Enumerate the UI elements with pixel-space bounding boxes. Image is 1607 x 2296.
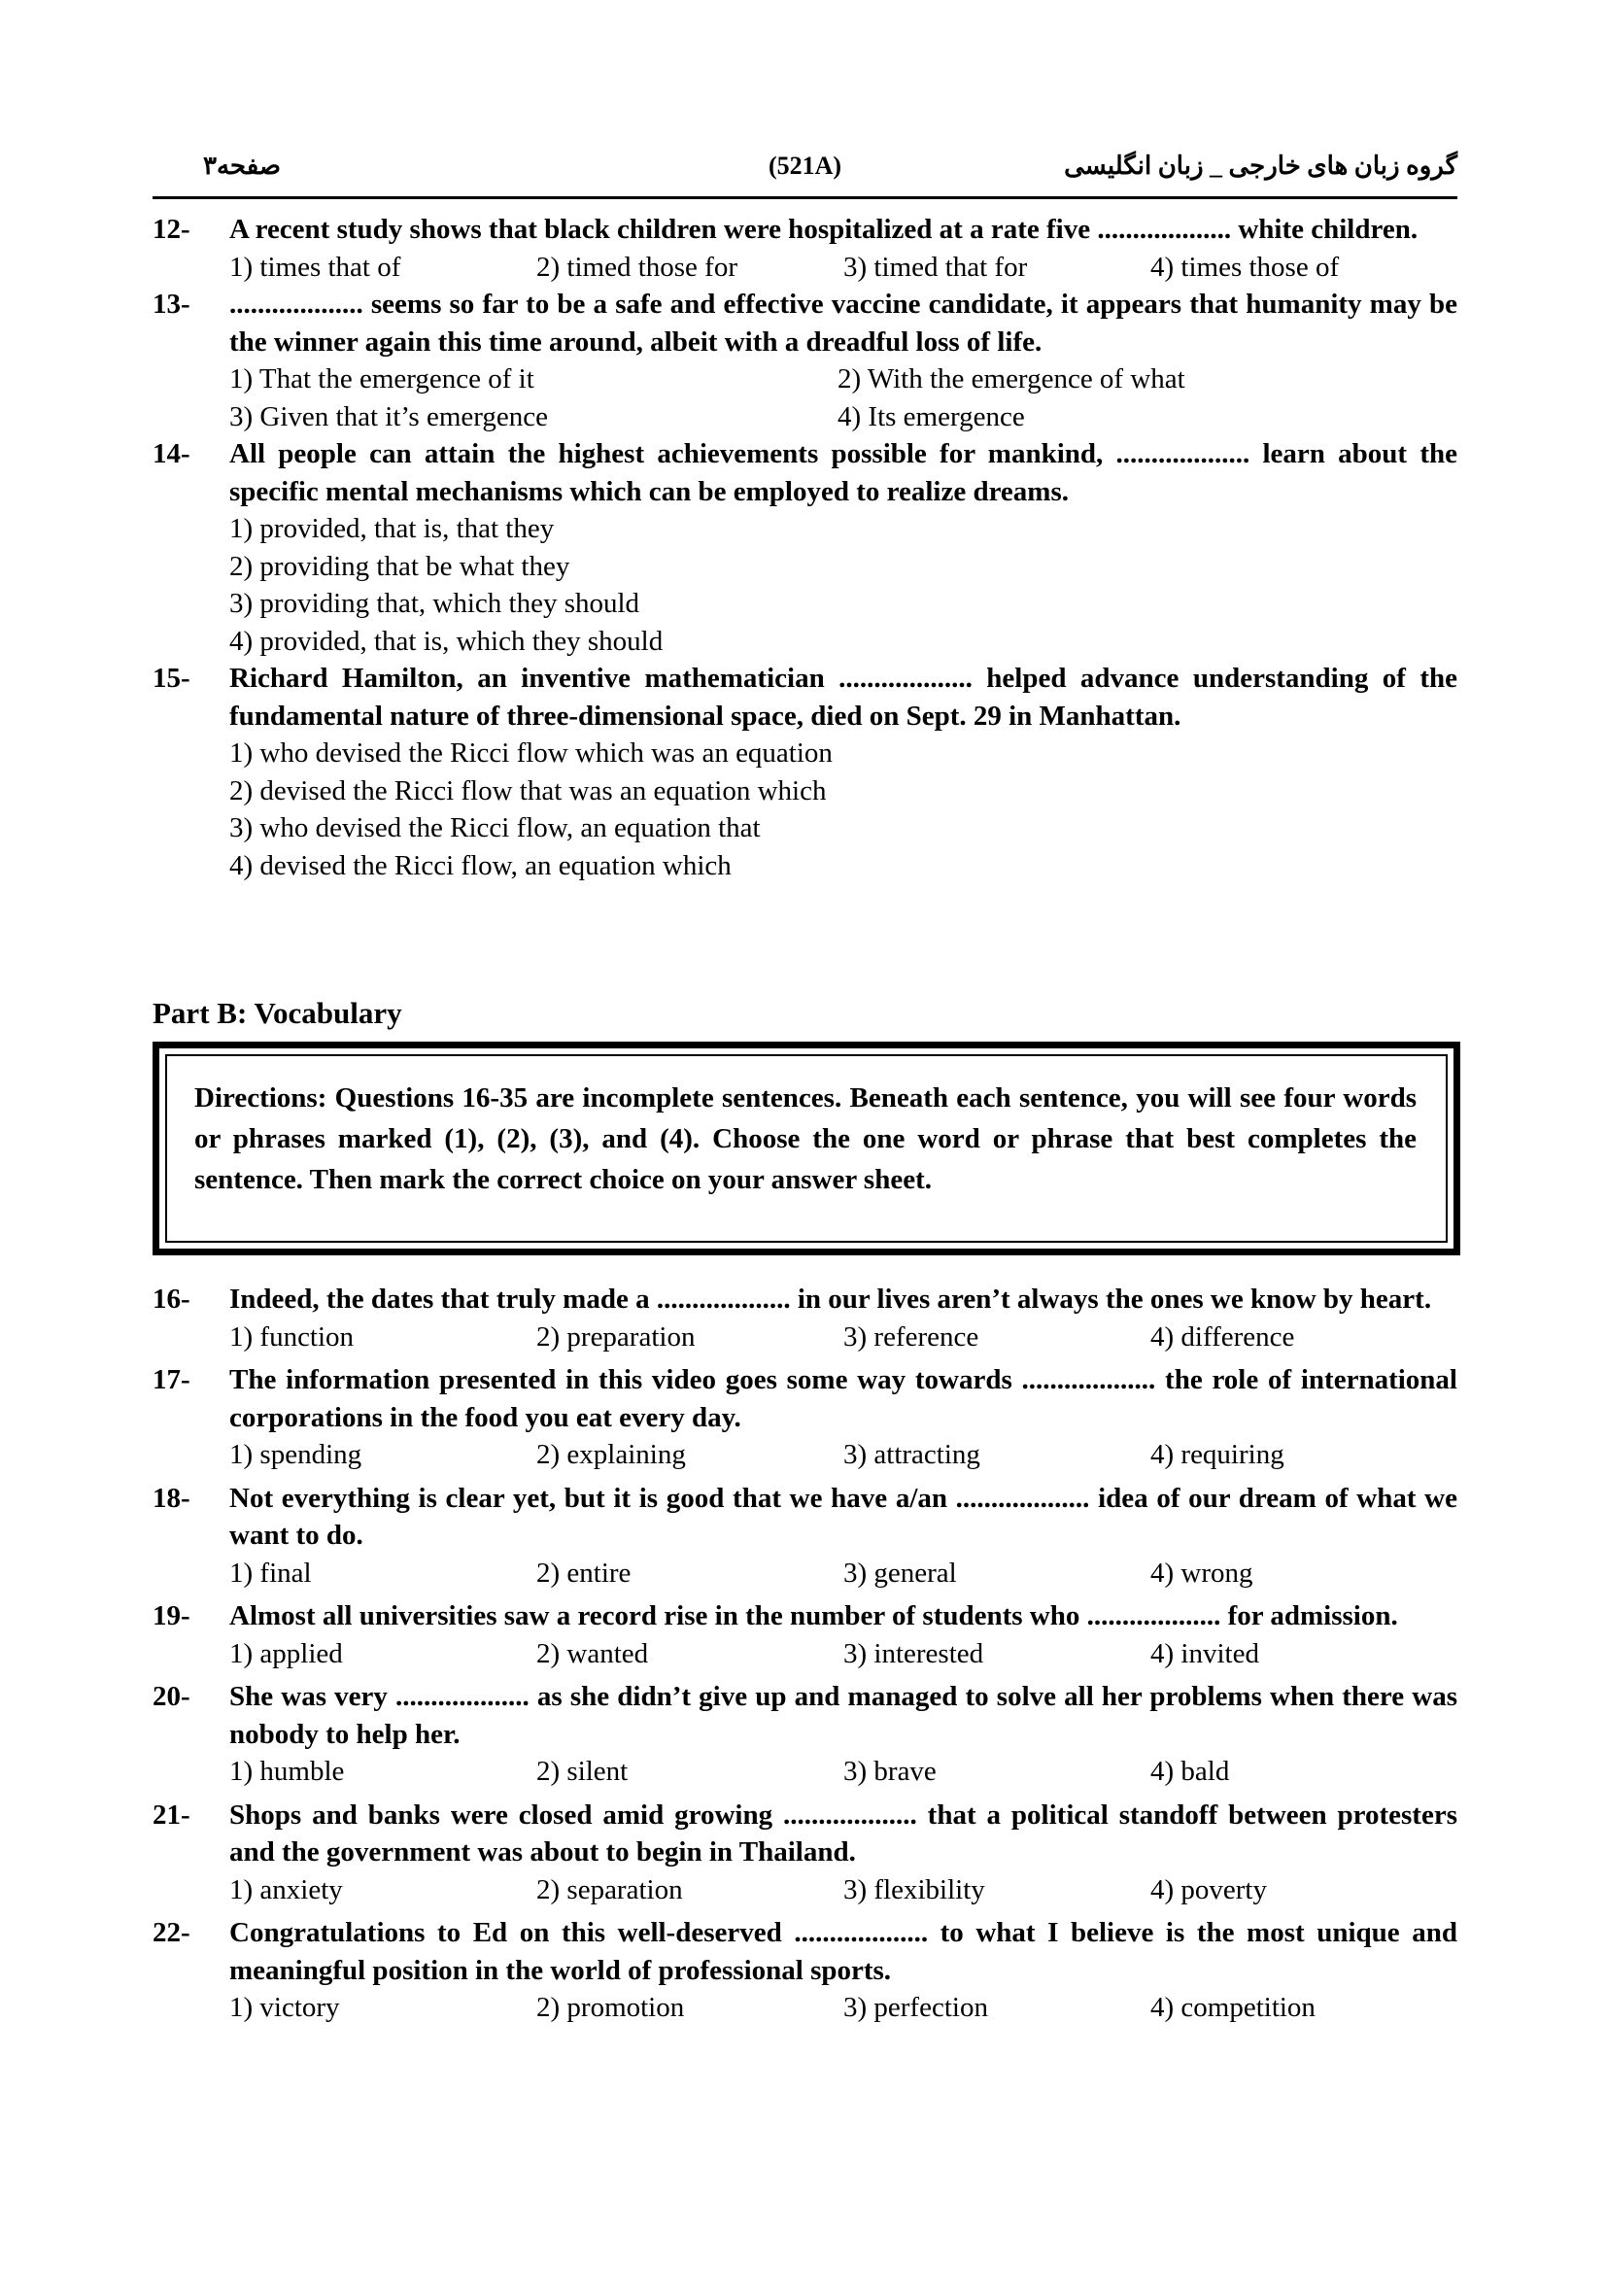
option-2[interactable]: 2) preparation <box>536 1320 696 1353</box>
question-12 <box>0 211 1607 286</box>
option-1[interactable]: 1) That the emergence of it <box>229 363 534 394</box>
question-stem: Congratulations to Ed on this well-deserved ................... to what I believe is the most unique and meaningful position in the world of professional sports. <box>229 1917 1457 1986</box>
option-2[interactable]: 2) timed those for <box>536 251 737 283</box>
option-2[interactable]: 2) explaining <box>536 1439 686 1470</box>
option-2[interactable]: 2) devised the Ricci flow that was an equation which <box>229 774 827 806</box>
question-18 <box>0 1480 1607 1593</box>
option-3[interactable]: 3) general <box>843 1557 957 1589</box>
option-4[interactable]: 4) difference <box>1150 1320 1295 1353</box>
header-divider <box>153 196 1457 199</box>
question-number: 15- <box>153 663 190 694</box>
question-number: 18- <box>153 1482 190 1514</box>
answer-options <box>229 249 1457 287</box>
option-4[interactable]: 4) poverty <box>1150 1873 1267 1905</box>
question-13 <box>0 286 1607 435</box>
directions-text: Directions: Questions 16-35 are incomplete sentences. Beneath each sentence, you will see four words or phrases marked (1), (2), (3), and (4). Choose the one word or phrase that best completes the sentence. Then mark the correct choice on your answer sheet. <box>165 1054 1448 1243</box>
section-heading: Part B: Vocabulary <box>153 996 402 1030</box>
option-3[interactable]: 3) brave <box>843 1756 937 1787</box>
page-number: صفحه۳ <box>203 152 281 180</box>
option-4[interactable]: 4) provided, that is, which they should <box>229 625 664 657</box>
answer-options <box>229 1635 1457 1673</box>
question-number: 12- <box>153 214 190 245</box>
question-stem: Shops and banks were closed amid growing ................... that a political standoff between protesters and the government was about to begin in Thailand. <box>229 1799 1457 1868</box>
question-stem: The information presented in this video goes some way towards ................... the role of international corporations in the food you eat every day. <box>229 1364 1457 1433</box>
question-stem: A recent study shows that black children were hospitalized at a rate five ................... white children. <box>229 214 1419 245</box>
question-number: 14- <box>153 438 190 469</box>
option-1[interactable]: 1) function <box>229 1320 355 1353</box>
option-1[interactable]: 1) times that of <box>229 251 401 283</box>
option-1[interactable]: 1) provided, that is, that they <box>229 513 555 544</box>
question-20 <box>0 1678 1607 1791</box>
question-stem: All people can attain the highest achievements possible for mankind, ................... learn about the specific mental mechanisms which can be employed to realize dreams. <box>229 438 1457 507</box>
option-1[interactable]: 1) anxiety <box>229 1873 343 1905</box>
option-3[interactable]: 3) reference <box>843 1320 979 1353</box>
question-number: 21- <box>153 1799 190 1831</box>
option-4[interactable]: 4) devised the Ricci flow, an equation which <box>229 849 732 881</box>
page-header <box>153 144 1457 190</box>
option-4[interactable]: 4) competition <box>1150 1992 1316 2023</box>
option-3[interactable]: 3) flexibility <box>843 1873 985 1905</box>
option-2[interactable]: 2) wanted <box>536 1637 649 1669</box>
option-3[interactable]: 3) perfection <box>843 1992 988 2023</box>
option-3[interactable]: 3) timed that for <box>843 251 1028 283</box>
question-stem: Richard Hamilton, an inventive mathematician ................... helped advance understanding of the fundamental nature of three-dimensional space, died on Sept. 29 in Manhattan. <box>229 663 1457 732</box>
question-list-grammar <box>0 211 1607 884</box>
question-number: 20- <box>153 1681 190 1712</box>
question-16 <box>0 1281 1607 1355</box>
option-3[interactable]: 3) who devised the Ricci flow, an equation that <box>229 812 761 843</box>
option-2[interactable]: 2) promotion <box>536 1992 685 2023</box>
option-3[interactable]: 3) attracting <box>843 1439 980 1470</box>
option-2[interactable]: 2) entire <box>536 1557 632 1589</box>
option-4[interactable]: 4) invited <box>1150 1637 1259 1669</box>
option-4[interactable]: 4) bald <box>1150 1756 1230 1787</box>
option-3[interactable]: 3) providing that, which they should <box>229 588 640 619</box>
question-14 <box>0 435 1607 660</box>
question-number: 19- <box>153 1600 190 1631</box>
question-17 <box>0 1361 1607 1474</box>
question-15 <box>0 660 1607 884</box>
question-number: 22- <box>153 1917 190 1948</box>
answer-options <box>229 510 1607 660</box>
option-3[interactable]: 3) interested <box>843 1637 984 1669</box>
option-1[interactable]: 1) who devised the Ricci flow which was an equation <box>229 737 833 769</box>
question-list-vocabulary <box>0 1281 1607 2027</box>
directions-box <box>153 1042 1460 1255</box>
exam-code: (521A) <box>768 152 842 180</box>
option-4[interactable]: 4) times those of <box>1150 251 1340 283</box>
department-title: گروه زبان های خارجی _ زبان انگلیسی <box>1064 152 1457 180</box>
answer-options <box>229 1871 1457 1909</box>
answer-options <box>229 1753 1457 1791</box>
answer-options <box>229 1555 1457 1593</box>
option-1[interactable]: 1) victory <box>229 1992 340 2023</box>
question-19 <box>0 1597 1607 1672</box>
option-1[interactable]: 1) applied <box>229 1637 343 1669</box>
question-22 <box>0 1914 1607 2027</box>
question-number: 16- <box>153 1284 190 1315</box>
question-number: 13- <box>153 289 190 320</box>
answer-options <box>229 1319 1457 1356</box>
answer-options <box>229 1989 1457 2027</box>
option-1[interactable]: 1) humble <box>229 1756 345 1787</box>
option-4[interactable]: 4) Its emergence <box>838 400 1025 432</box>
question-stem: ................... seems so far to be a safe and effective vaccine candidate, it appears that humanity may be the winner again this time around, albeit with a dreadful loss of life. <box>229 289 1457 358</box>
option-4[interactable]: 4) requiring <box>1150 1439 1284 1470</box>
question-21 <box>0 1797 1607 1909</box>
question-stem: Almost all universities saw a record rise in the number of students who ................... for admission. <box>229 1600 1398 1631</box>
option-1[interactable]: 1) final <box>229 1557 312 1589</box>
option-3[interactable]: 3) Given that it’s emergence <box>229 400 549 432</box>
option-2[interactable]: 2) With the emergence of what <box>838 363 1185 394</box>
question-number: 17- <box>153 1364 190 1395</box>
answer-options <box>229 360 1457 435</box>
option-2[interactable]: 2) separation <box>536 1873 683 1905</box>
question-stem: Indeed, the dates that truly made a ................... in our lives aren’t always the ones we know by heart. <box>229 1284 1432 1315</box>
option-2[interactable]: 2) providing that be what they <box>229 550 570 582</box>
option-4[interactable]: 4) wrong <box>1150 1557 1253 1589</box>
question-stem: She was very ................... as she didn’t give up and managed to solve all her problems when there was nobody to help her. <box>229 1681 1457 1750</box>
option-1[interactable]: 1) spending <box>229 1439 362 1470</box>
answer-options <box>229 1436 1457 1474</box>
question-stem: Not everything is clear yet, but it is good that we have a/an ................... idea of our dream of what we want to do. <box>229 1482 1457 1551</box>
answer-options <box>229 735 1607 884</box>
option-2[interactable]: 2) silent <box>536 1756 629 1787</box>
